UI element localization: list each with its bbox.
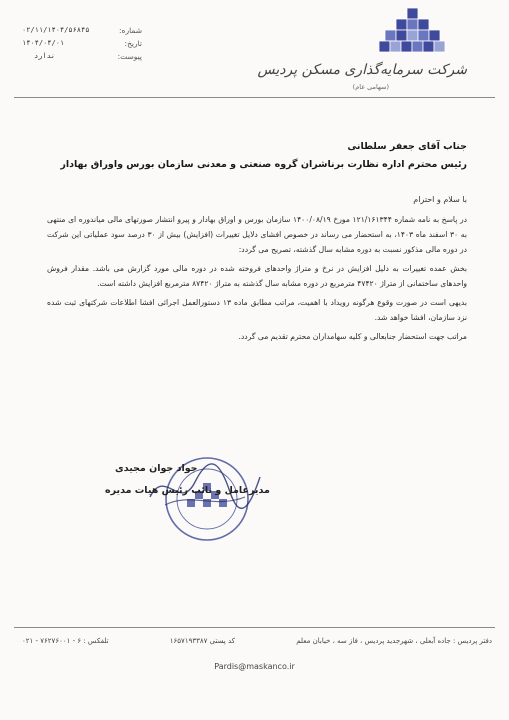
body-paragraph-4: مراتب جهت استحضار جنابعالی و کلیه سهامداران محترم تقدیم می گردد. xyxy=(238,332,467,341)
recipient-title: رئیس محترم اداره نظارت برناشران گروه صنعتی و معدنی سازمان بورس واوراق بهادار xyxy=(60,159,467,170)
signature-block xyxy=(105,455,335,545)
recipient-name: جناب آقای جعفر سلطانی xyxy=(347,141,467,152)
letter-body xyxy=(47,212,467,348)
reference-block xyxy=(22,24,142,63)
number-row xyxy=(22,24,142,37)
company-type: (سهامی عام) xyxy=(352,83,389,91)
footer-phone: تلفکس : ۶ - ۷۶۲۷۶۰۰۱ - ۰۲۱ xyxy=(22,637,109,645)
attachment-value: ندارد xyxy=(34,52,56,60)
attachment-row xyxy=(22,50,142,63)
salutation: با سلام و احترام xyxy=(413,195,467,204)
header-divider xyxy=(14,97,495,98)
signatory-title: مدیرعامل و نائب رئیس هیات مدیره xyxy=(105,485,270,496)
body-paragraph-3: بدیهی است در صورت وقوع هرگونه رویداد با اهمیت، مراتب مطابق ماده ۱۳ دستورالعمل اجرائی افشا اطلاعات شرکتهای ثبت شده نزد سازمان، افشا خواهد شد. xyxy=(47,298,467,322)
letter-number: ۰۲/۱۱/۱۴۰۴/۵۶۸۴۵ xyxy=(22,26,90,34)
number-label: شماره: xyxy=(119,26,142,35)
footer-divider xyxy=(14,627,495,628)
footer-contact xyxy=(22,637,492,645)
recipient-block xyxy=(47,138,467,174)
cubes-logo-icon xyxy=(377,6,449,58)
attachment-label: پیوست: xyxy=(117,52,142,61)
company-name: شرکت سرمایه‌گذاری مسکن پردیس xyxy=(257,62,467,78)
signatory-name: جواد جوان مجیدی xyxy=(115,463,198,474)
body-paragraph-1: در پاسخ به نامه شماره ۱۲۱/۱۶۱۳۴۴ مورخ ۱۴۰۰/۰۸/۱۹ سازمان بورس و اوراق بهادار و پیرو انتشار صورتهای مالی میاندوره ای منتهی به ۳۰ اسفند ماه ۱۴۰۳، به استحضار می رساند در خصوص افشای دلایل تغییرات (افزایش) بیش از ۳۰ درصد سود عملیاتی این شرکت در دوره مالی مذکور نسبت به دوره مشابه سال گذشته، تصریح می گردد: xyxy=(47,215,468,254)
date-row xyxy=(22,37,142,50)
footer-address: دفتر پردیس : جاده آبعلی ، شهرجدید پردیس ، فاز سه ، خیابان معلم xyxy=(296,637,492,645)
date-label: تاریخ: xyxy=(124,39,142,48)
body-paragraph-2: بخش عمده تغییرات به دلیل افزایش در نرخ و متراژ واحدهای فروخته شده در دوره مالی مورد گزارش می باشد. مقدار فروش واحدهای ساختمانی از متراژ ۴۷۴۲۰ مترمربع در دوره مشابه سال گذشته به متراژ ۸۷۴۲۰ مترمربع افزایش داشته است. xyxy=(47,264,467,288)
letter-date: ۱۴۰۴/۰۴/۰۱ xyxy=(22,39,65,47)
footer-email[interactable]: Pardis@maskanco.ir xyxy=(214,662,295,671)
footer-postal-code: کد پستی ۱۶۵۷۱۹۳۳۸۷ xyxy=(169,637,235,645)
company-logo xyxy=(257,6,487,91)
